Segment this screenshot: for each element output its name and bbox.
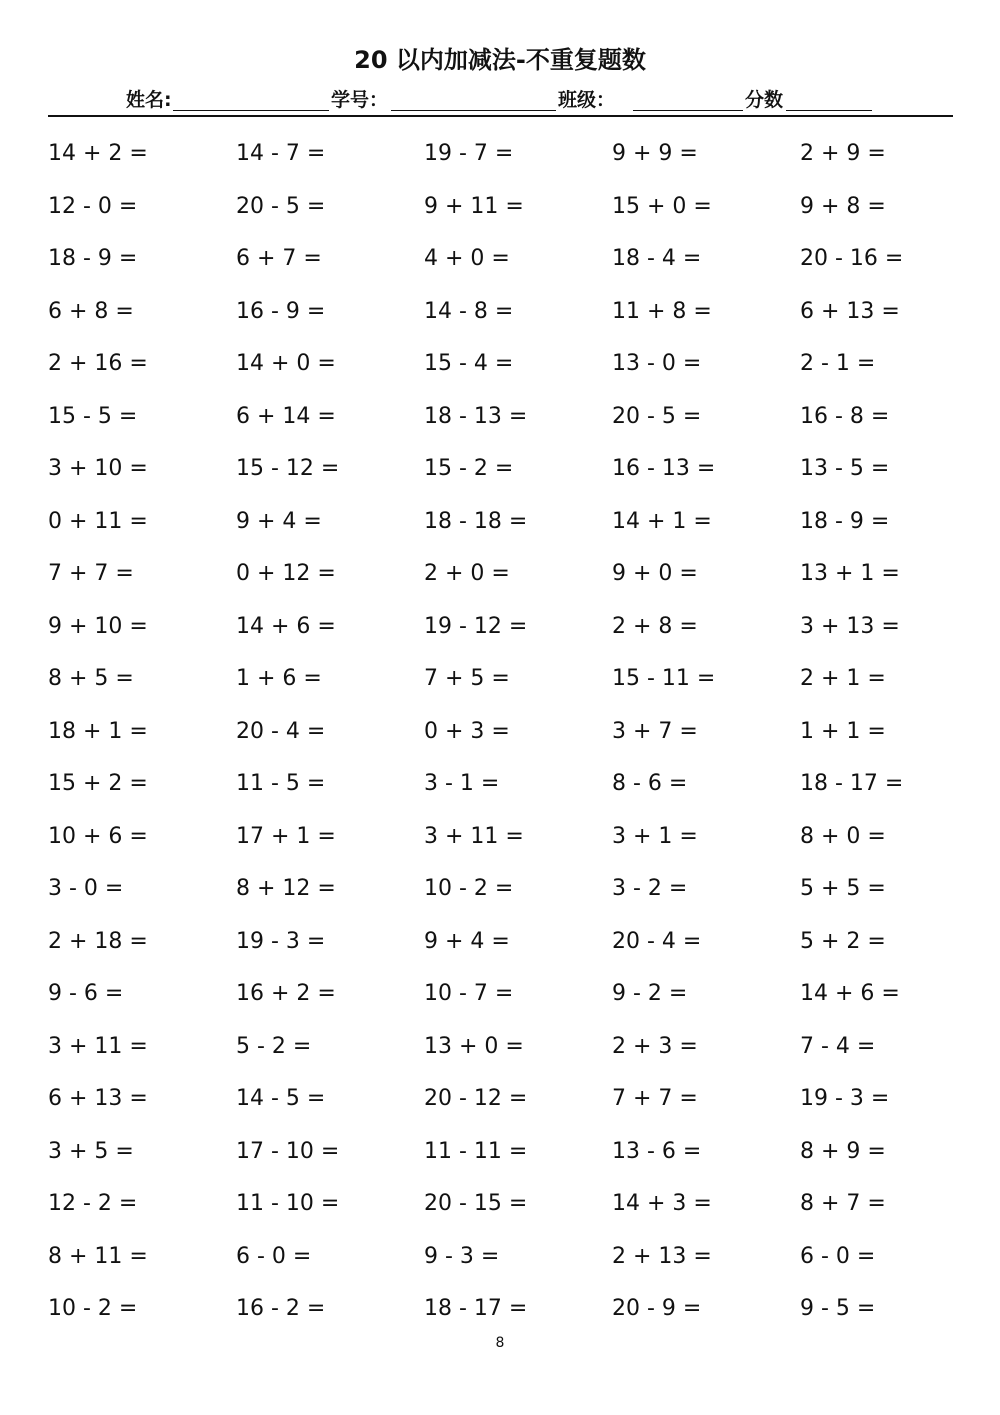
problem-cell: 5 - 2 =: [236, 1033, 312, 1059]
problem-cell: 7 + 7 =: [612, 1086, 698, 1111]
problem-cell: 18 - 17 =: [800, 771, 904, 796]
problem-cell: 8 + 0 =: [800, 823, 886, 849]
problem-row: [48, 1021, 988, 1074]
problem-cell: 6 + 8 =: [48, 298, 134, 324]
problem-row: [48, 916, 988, 969]
problem-cell: 2 + 3 =: [612, 1033, 698, 1059]
problem-cell: 9 + 9 =: [612, 141, 698, 166]
problem-cell: 10 + 6 =: [48, 823, 148, 849]
worksheet-title: 20 以内加减法-不重复题数: [354, 46, 646, 74]
problem-cell: 9 - 6 =: [48, 981, 124, 1006]
problem-cell: 9 - 5 =: [800, 1296, 876, 1321]
problem-cell: 5 + 5 =: [800, 876, 886, 901]
problem-cell: 14 + 3 =: [612, 1191, 712, 1216]
problem-cell: 9 + 0 =: [612, 561, 698, 586]
problem-cell: 17 - 10 =: [236, 1138, 340, 1164]
problem-cell: 16 - 8 =: [800, 403, 890, 429]
problem-cell: 11 + 8 =: [612, 298, 712, 324]
problem-cell: 3 - 0 =: [48, 876, 124, 901]
problem-cell: 13 - 6 =: [612, 1138, 702, 1164]
problem-cell: 3 + 7 =: [612, 718, 698, 744]
problem-cell: 6 - 0 =: [800, 1243, 876, 1269]
problem-cell: 6 + 13 =: [48, 1086, 148, 1111]
problem-cell: 13 + 0 =: [424, 1033, 524, 1059]
problem-cell: 20 - 4 =: [612, 928, 702, 954]
problem-cell: 15 + 2 =: [48, 771, 148, 796]
problem-cell: 3 + 10 =: [48, 456, 148, 481]
score-blank[interactable]: [786, 110, 872, 111]
problem-row: [48, 338, 988, 391]
problem-cell: 15 - 5 =: [48, 403, 138, 429]
problem-cell: 15 - 12 =: [236, 456, 340, 481]
problem-cell: 3 + 11 =: [424, 823, 524, 849]
problem-cell: 15 - 4 =: [424, 351, 514, 376]
problem-cell: 20 - 9 =: [612, 1296, 702, 1321]
problem-row: [48, 1231, 988, 1284]
problem-row: [48, 601, 988, 654]
problem-cell: 2 + 9 =: [800, 141, 886, 166]
problem-cell: 18 - 4 =: [612, 246, 702, 271]
problem-cell: 2 + 16 =: [48, 351, 148, 376]
name-label: 姓名:: [126, 89, 172, 111]
problem-cell: 20 - 15 =: [424, 1191, 528, 1216]
problem-cell: 2 + 18 =: [48, 928, 148, 954]
problem-row: [48, 496, 988, 549]
problem-row: [48, 286, 988, 339]
problem-cell: 3 - 2 =: [612, 876, 688, 901]
student-id-label: 学号：: [331, 89, 389, 111]
problem-cell: 8 + 11 =: [48, 1243, 148, 1269]
class-blank[interactable]: [633, 110, 743, 111]
problem-cell: 6 + 14 =: [236, 403, 336, 429]
problem-cell: 10 - 2 =: [48, 1296, 138, 1321]
page-number: 8: [495, 1335, 505, 1351]
problem-cell: 20 - 5 =: [236, 193, 326, 219]
problem-cell: 9 + 10 =: [48, 613, 148, 639]
problem-row: [48, 968, 988, 1021]
problem-row: [48, 758, 988, 811]
problem-cell: 20 - 16 =: [800, 246, 904, 271]
problem-cell: 14 - 5 =: [236, 1086, 326, 1111]
problem-cell: 18 - 13 =: [424, 403, 528, 429]
problem-cell: 6 - 0 =: [236, 1243, 312, 1269]
problem-row: [48, 1178, 988, 1231]
problem-row: [48, 1126, 988, 1179]
problem-cell: 10 - 7 =: [424, 981, 514, 1006]
problem-cell: 7 - 4 =: [800, 1033, 876, 1059]
problem-cell: 2 + 13 =: [612, 1243, 712, 1269]
problem-cell: 2 + 0 =: [424, 561, 510, 586]
problem-row: [48, 233, 988, 286]
problem-cell: 9 + 4 =: [236, 508, 322, 534]
problem-cell: 18 - 17 =: [424, 1296, 528, 1321]
problem-cell: 18 - 9 =: [800, 508, 890, 534]
problem-row: [48, 1283, 988, 1336]
problem-row: [48, 653, 988, 706]
problem-cell: 6 + 7 =: [236, 246, 322, 271]
problem-cell: 11 - 11 =: [424, 1138, 528, 1164]
problem-cell: 2 + 8 =: [612, 613, 698, 639]
problem-row: [48, 548, 988, 601]
problem-cell: 12 - 2 =: [48, 1191, 138, 1216]
student-info-line: [48, 85, 953, 117]
problem-cell: 7 + 7 =: [48, 561, 134, 586]
problem-cell: 2 - 1 =: [800, 351, 876, 376]
problem-row: [48, 391, 988, 444]
problem-cell: 9 + 4 =: [424, 928, 510, 954]
problem-cell: 13 - 0 =: [612, 351, 702, 376]
problem-cell: 15 - 2 =: [424, 456, 514, 481]
problem-cell: 20 - 4 =: [236, 718, 326, 744]
problem-cell: 3 + 13 =: [800, 613, 900, 639]
problem-row: [48, 443, 988, 496]
problem-cell: 3 + 11 =: [48, 1033, 148, 1059]
problem-cell: 9 - 3 =: [424, 1243, 500, 1269]
score-label: 分数: [745, 89, 784, 111]
problem-cell: 8 - 6 =: [612, 771, 688, 796]
problem-cell: 18 - 9 =: [48, 246, 138, 271]
problem-cell: 3 + 1 =: [612, 823, 698, 849]
problem-cell: 14 + 0 =: [236, 351, 336, 376]
problem-cell: 17 + 1 =: [236, 823, 336, 849]
problem-cell: 13 + 1 =: [800, 561, 900, 586]
problem-cell: 19 - 3 =: [800, 1086, 890, 1111]
problem-cell: 9 + 11 =: [424, 193, 524, 219]
problem-cell: 9 + 8 =: [800, 193, 886, 219]
problem-row: [48, 863, 988, 916]
problem-cell: 8 + 9 =: [800, 1138, 886, 1164]
problem-cell: 9 - 2 =: [612, 981, 688, 1006]
problem-grid: [48, 128, 988, 1336]
problem-cell: 18 - 18 =: [424, 508, 528, 534]
student-id-blank[interactable]: [391, 110, 556, 111]
problem-cell: 13 - 5 =: [800, 456, 890, 481]
class-label: 班级：: [558, 89, 616, 111]
problem-cell: 19 - 12 =: [424, 613, 528, 639]
problem-cell: 1 + 1 =: [800, 718, 886, 744]
problem-row: [48, 1073, 988, 1126]
problem-cell: 10 - 2 =: [424, 876, 514, 901]
problem-cell: 11 - 5 =: [236, 771, 326, 796]
problem-cell: 14 + 6 =: [236, 613, 336, 639]
problem-cell: 14 - 8 =: [424, 298, 514, 324]
problem-cell: 14 + 2 =: [48, 141, 148, 166]
problem-cell: 1 + 6 =: [236, 666, 322, 691]
problem-cell: 8 + 5 =: [48, 666, 134, 691]
problem-cell: 8 + 7 =: [800, 1191, 886, 1216]
problem-cell: 15 - 11 =: [612, 666, 716, 691]
problem-cell: 14 - 7 =: [236, 141, 326, 166]
problem-cell: 8 + 12 =: [236, 876, 336, 901]
problem-row: [48, 811, 988, 864]
problem-cell: 5 + 2 =: [800, 928, 886, 954]
problem-cell: 14 + 1 =: [612, 508, 712, 534]
problem-cell: 20 - 5 =: [612, 403, 702, 429]
problem-cell: 16 - 13 =: [612, 456, 716, 481]
problem-row: [48, 128, 988, 181]
problem-cell: 19 - 3 =: [236, 928, 326, 954]
problem-cell: 20 - 12 =: [424, 1086, 528, 1111]
problem-cell: 0 + 11 =: [48, 508, 148, 534]
problem-row: [48, 706, 988, 759]
problem-cell: 15 + 0 =: [612, 193, 712, 219]
problem-cell: 2 + 1 =: [800, 666, 886, 691]
problem-cell: 16 - 9 =: [236, 298, 326, 324]
problem-row: [48, 181, 988, 234]
problem-cell: 0 + 3 =: [424, 718, 510, 744]
problem-cell: 3 - 1 =: [424, 771, 500, 796]
problem-cell: 16 - 2 =: [236, 1296, 326, 1321]
problem-cell: 11 - 10 =: [236, 1191, 340, 1216]
problem-cell: 16 + 2 =: [236, 981, 336, 1006]
problem-cell: 4 + 0 =: [424, 246, 510, 271]
name-blank[interactable]: [173, 110, 329, 111]
problem-cell: 3 + 5 =: [48, 1138, 134, 1164]
problem-cell: 19 - 7 =: [424, 141, 514, 166]
problem-cell: 6 + 13 =: [800, 298, 900, 324]
problem-cell: 7 + 5 =: [424, 666, 510, 691]
problem-cell: 12 - 0 =: [48, 193, 138, 219]
problem-cell: 14 + 6 =: [800, 981, 900, 1006]
problem-cell: 0 + 12 =: [236, 561, 336, 586]
problem-cell: 18 + 1 =: [48, 718, 148, 744]
